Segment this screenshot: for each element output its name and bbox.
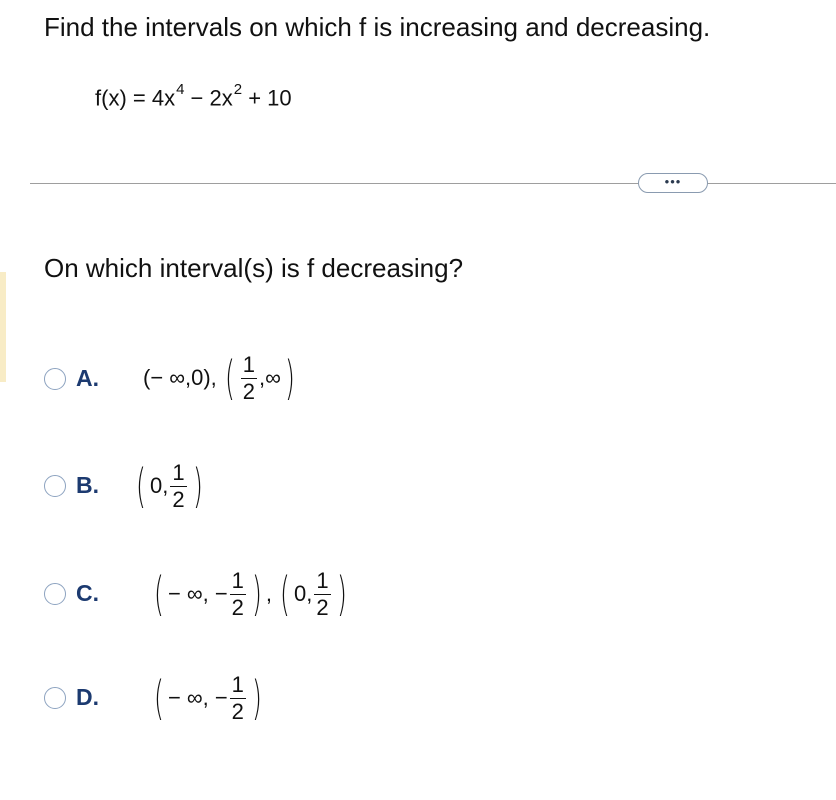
option-a-letter[interactable]: A. — [76, 365, 99, 391]
option-c-open-paren-1: ( — [154, 567, 164, 621]
option-c-frac2-den: 2 — [316, 594, 329, 620]
option-b-frac-den: 2 — [172, 486, 185, 512]
option-d-letter[interactable]: D. — [76, 684, 99, 710]
option-d-open-paren: ( — [154, 671, 164, 725]
sub-question-text: On which interval(s) is f decreasing? — [44, 253, 464, 283]
option-a-frac-den: 2 — [242, 378, 255, 404]
option-a-fraction — [241, 351, 257, 404]
option-c-frac1-num: 1 — [231, 567, 244, 593]
option-a-open-paren: ( — [224, 351, 235, 405]
option-c-letter[interactable]: C. — [76, 580, 99, 606]
option-a-answer — [143, 346, 299, 410]
function-suffix: + 10 — [242, 85, 292, 111]
option-c-close-paren-1: ) — [251, 567, 262, 621]
option-d-head: − ∞, − — [167, 685, 228, 710]
option-c-frac2-num: 1 — [316, 567, 329, 593]
function-exponent-2: 2 — [233, 81, 243, 98]
option-d-frac-den: 2 — [231, 698, 244, 724]
option-b-answer — [132, 454, 207, 518]
option-a-first-interval: (− ∞,0), — [143, 365, 217, 390]
section-divider — [30, 183, 836, 184]
option-a-radio[interactable] — [44, 368, 66, 390]
option-c-head-2: 0, — [293, 581, 313, 606]
option-d-fraction — [230, 671, 246, 724]
option-c-head-1: − ∞, − — [167, 581, 228, 606]
option-b-head: 0, — [149, 473, 169, 498]
option-d-answer — [150, 666, 266, 730]
option-a-close-paren: ) — [284, 351, 295, 405]
option-b-open-paren: ( — [136, 459, 146, 513]
option-d-frac-num: 1 — [231, 671, 244, 697]
option-a-frac-num: 1 — [242, 351, 255, 377]
option-c-separator: , — [265, 581, 272, 606]
function-exponent-4: 4 — [176, 81, 185, 98]
side-highlight-bar — [0, 272, 6, 382]
option-d-radio[interactable] — [44, 687, 66, 709]
option-c-fraction-2 — [314, 567, 330, 620]
option-b-radio[interactable] — [44, 475, 66, 497]
option-b-frac-num: 1 — [172, 459, 185, 485]
question-text: Find the intervals on which f is increasing and decreasing. — [44, 12, 711, 42]
option-c-close-paren-2: ) — [336, 567, 347, 621]
function-middle: − 2x — [184, 85, 233, 111]
option-c-open-paren-2: ( — [280, 567, 290, 621]
option-c-fraction-1 — [230, 567, 246, 620]
option-b-close-paren: ) — [192, 459, 203, 513]
option-c-answer — [150, 562, 351, 626]
function-prefix: f(x) = 4x — [95, 85, 176, 111]
more-options-button[interactable]: ••• — [638, 173, 708, 193]
option-a-tail: ,∞ — [258, 365, 281, 390]
option-b-letter[interactable]: B. — [76, 472, 99, 498]
option-c-frac1-den: 2 — [231, 594, 244, 620]
option-d-close-paren: ) — [251, 671, 262, 725]
function-expression — [95, 81, 292, 111]
option-b-fraction — [170, 459, 186, 512]
option-c-radio[interactable] — [44, 583, 66, 605]
